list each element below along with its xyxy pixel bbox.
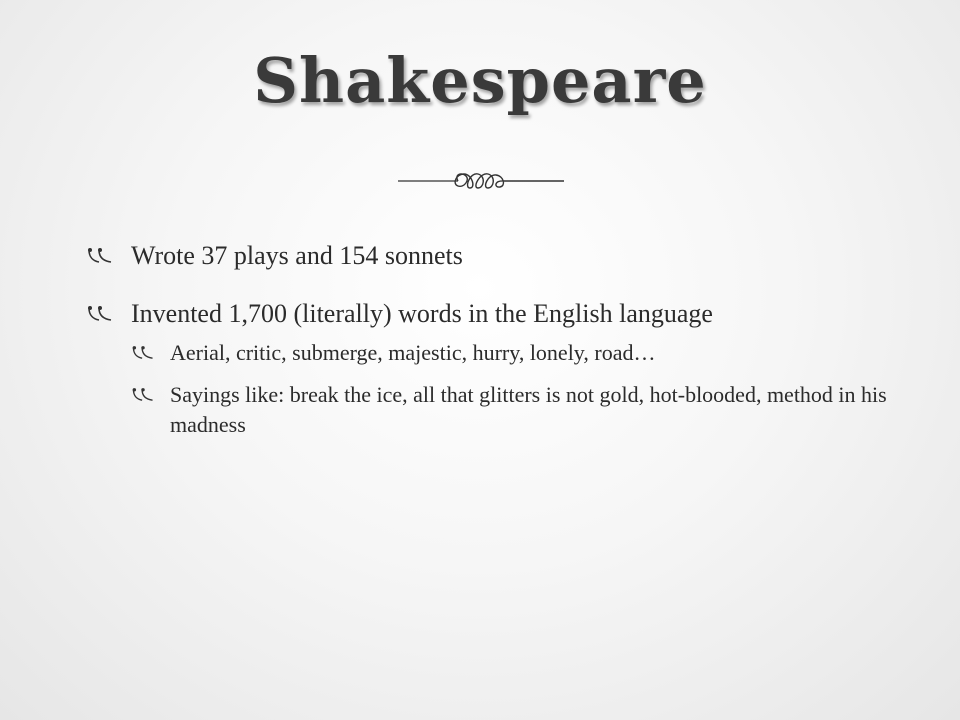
double-quote-icon (85, 296, 115, 332)
bullet-item (85, 296, 905, 332)
bullet-text: Invented 1,700 (literally) words in the English language (131, 299, 713, 328)
slide-title: Shakespeare (253, 44, 707, 117)
double-quote-icon (85, 238, 115, 274)
bullet-list (85, 238, 905, 440)
sub-bullet-text: Aerial, critic, submerge, majestic, hurry, lonely, road… (170, 340, 656, 365)
bullet-item (85, 238, 905, 274)
sub-bullet-text: Sayings like: break the ice, all that glitters is not gold, hot-blooded, method in his madness (170, 382, 887, 437)
bullet-text: Wrote 37 plays and 154 sonnets (131, 241, 463, 270)
flourish-divider-icon (396, 166, 566, 196)
sub-bullet-item (130, 338, 905, 368)
double-quote-icon (130, 338, 156, 368)
double-quote-icon (130, 380, 156, 410)
sub-bullet-item (130, 380, 905, 440)
